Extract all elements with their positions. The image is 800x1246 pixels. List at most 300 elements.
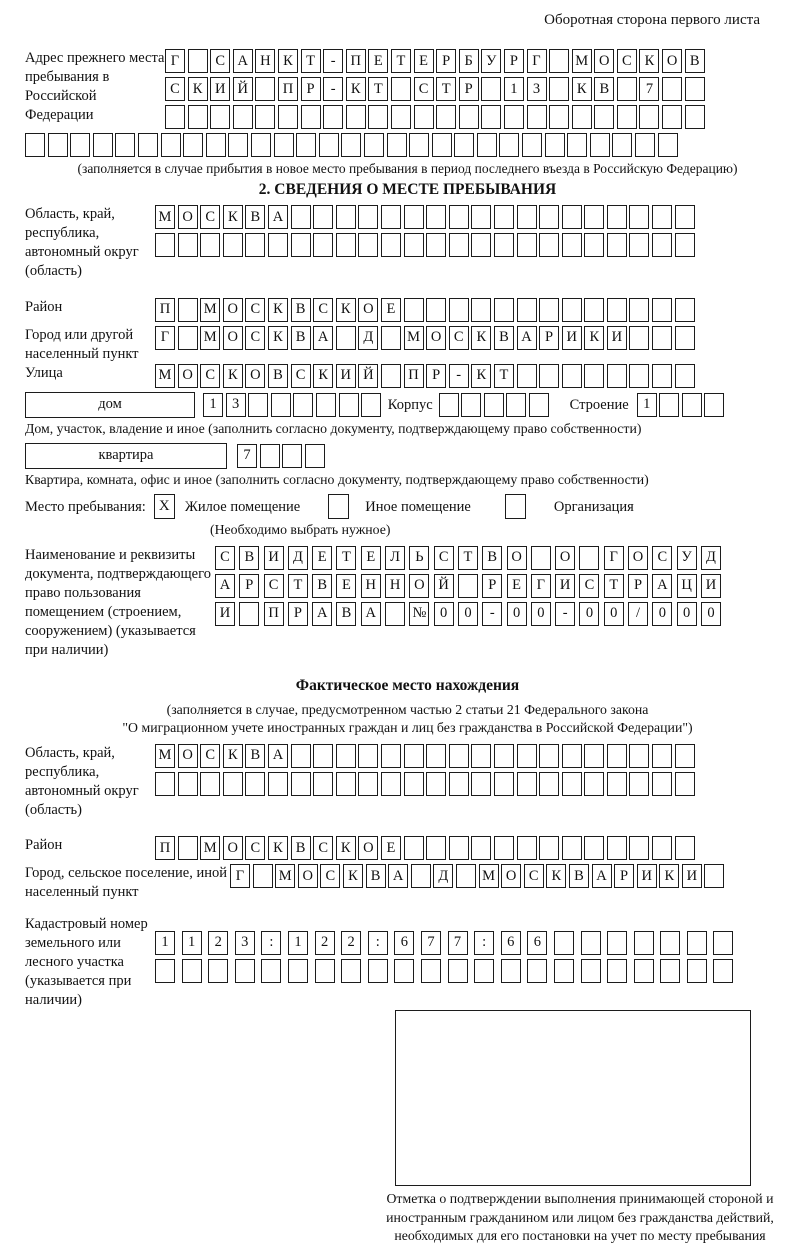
char-cell[interactable] [336, 205, 356, 229]
char-cell[interactable]: В [366, 864, 386, 888]
char-cell[interactable] [579, 546, 599, 570]
char-cell[interactable]: Е [381, 298, 401, 322]
char-cell[interactable]: В [291, 298, 311, 322]
char-cell[interactable]: Т [301, 49, 321, 73]
char-cell[interactable]: А [233, 49, 253, 73]
char-cell[interactable]: Й [233, 77, 253, 101]
char-cell[interactable]: А [652, 574, 672, 598]
char-cell[interactable]: О [507, 546, 527, 570]
char-cell[interactable] [404, 836, 424, 860]
char-cell[interactable] [305, 444, 325, 468]
char-cell[interactable]: В [245, 744, 265, 768]
char-cell[interactable]: 7 [237, 444, 257, 468]
char-cell[interactable]: Г [155, 326, 175, 350]
char-cell[interactable]: 6 [501, 931, 521, 955]
char-cell[interactable]: О [178, 364, 198, 388]
char-cell[interactable]: О [594, 49, 614, 73]
char-cell[interactable] [607, 931, 627, 955]
char-cell[interactable] [562, 233, 582, 257]
char-cell[interactable] [25, 133, 45, 157]
char-cell[interactable]: О [223, 836, 243, 860]
char-cell[interactable] [346, 105, 366, 129]
char-cell[interactable]: 1 [288, 931, 308, 955]
char-cell[interactable]: - [449, 364, 469, 388]
char-cell[interactable] [368, 105, 388, 129]
char-cell[interactable] [562, 298, 582, 322]
char-cell[interactable]: А [268, 744, 288, 768]
char-cell[interactable] [414, 105, 434, 129]
char-cell[interactable] [629, 205, 649, 229]
char-cell[interactable]: В [594, 77, 614, 101]
char-cell[interactable]: 3 [235, 931, 255, 955]
char-cell[interactable]: М [155, 364, 175, 388]
char-cell[interactable]: К [313, 364, 333, 388]
char-cell[interactable] [48, 133, 68, 157]
char-cell[interactable] [675, 744, 695, 768]
char-cell[interactable] [206, 133, 226, 157]
char-cell[interactable] [659, 393, 679, 417]
char-cell[interactable] [675, 772, 695, 796]
char-cell[interactable] [381, 205, 401, 229]
char-cell[interactable]: Е [361, 546, 381, 570]
char-cell[interactable] [471, 205, 491, 229]
char-cell[interactable] [662, 77, 682, 101]
char-cell[interactable] [421, 959, 441, 983]
char-cell[interactable] [634, 959, 654, 983]
char-cell[interactable] [584, 364, 604, 388]
char-cell[interactable]: О [298, 864, 318, 888]
char-cell[interactable]: 1 [155, 931, 175, 955]
char-cell[interactable]: С [320, 864, 340, 888]
char-cell[interactable]: О [501, 864, 521, 888]
char-cell[interactable] [584, 298, 604, 322]
char-cell[interactable] [607, 836, 627, 860]
char-cell[interactable]: С [313, 298, 333, 322]
char-cell[interactable] [200, 772, 220, 796]
char-cell[interactable] [501, 959, 521, 983]
char-cell[interactable] [449, 298, 469, 322]
char-cell[interactable] [562, 772, 582, 796]
char-cell[interactable] [652, 364, 672, 388]
char-cell[interactable]: 2 [341, 931, 361, 955]
char-cell[interactable]: Р [301, 77, 321, 101]
char-cell[interactable] [459, 105, 479, 129]
char-cell[interactable] [652, 326, 672, 350]
char-cell[interactable] [448, 959, 468, 983]
char-cell[interactable] [554, 931, 574, 955]
char-cell[interactable]: П [404, 364, 424, 388]
char-cell[interactable]: Т [368, 77, 388, 101]
char-cell[interactable] [336, 744, 356, 768]
char-cell[interactable] [358, 744, 378, 768]
char-cell[interactable]: О [409, 574, 429, 598]
char-cell[interactable]: В [245, 205, 265, 229]
char-cell[interactable] [660, 931, 680, 955]
char-cell[interactable]: - [323, 77, 343, 101]
char-cell[interactable] [404, 772, 424, 796]
char-cell[interactable] [517, 772, 537, 796]
char-cell[interactable]: В [268, 364, 288, 388]
char-cell[interactable] [517, 364, 537, 388]
char-cell[interactable] [239, 602, 259, 626]
char-cell[interactable] [584, 772, 604, 796]
char-cell[interactable] [391, 105, 411, 129]
char-cell[interactable]: Ь [409, 546, 429, 570]
char-cell[interactable] [260, 444, 280, 468]
char-cell[interactable] [155, 233, 175, 257]
char-cell[interactable] [381, 326, 401, 350]
char-cell[interactable]: 1 [182, 931, 202, 955]
char-cell[interactable]: Г [165, 49, 185, 73]
char-cell[interactable]: Р [239, 574, 259, 598]
char-cell[interactable] [223, 772, 243, 796]
char-cell[interactable] [381, 744, 401, 768]
char-cell[interactable] [251, 133, 271, 157]
char-cell[interactable] [313, 744, 333, 768]
char-cell[interactable]: Д [701, 546, 721, 570]
char-cell[interactable] [517, 233, 537, 257]
char-cell[interactable]: Т [391, 49, 411, 73]
char-cell[interactable]: 0 [701, 602, 721, 626]
char-cell[interactable] [554, 959, 574, 983]
char-cell[interactable] [178, 233, 198, 257]
char-cell[interactable] [660, 959, 680, 983]
char-cell[interactable] [617, 77, 637, 101]
char-cell[interactable] [594, 105, 614, 129]
char-cell[interactable]: К [546, 864, 566, 888]
char-cell[interactable]: Е [312, 546, 332, 570]
char-cell[interactable]: А [361, 602, 381, 626]
char-cell[interactable] [394, 959, 414, 983]
char-cell[interactable] [439, 393, 459, 417]
char-cell[interactable] [562, 836, 582, 860]
char-cell[interactable]: 0 [458, 602, 478, 626]
char-cell[interactable] [504, 105, 524, 129]
char-cell[interactable]: 0 [434, 602, 454, 626]
char-cell[interactable]: С [414, 77, 434, 101]
char-cell[interactable] [223, 233, 243, 257]
char-cell[interactable] [426, 298, 446, 322]
char-cell[interactable] [282, 444, 302, 468]
char-cell[interactable] [291, 772, 311, 796]
char-cell[interactable] [549, 49, 569, 73]
char-cell[interactable]: Е [368, 49, 388, 73]
char-cell[interactable]: 1 [504, 77, 524, 101]
char-cell[interactable] [409, 133, 429, 157]
checkbox-other-premises[interactable] [328, 494, 349, 519]
char-cell[interactable]: К [572, 77, 592, 101]
char-cell[interactable]: С [264, 574, 284, 598]
char-cell[interactable] [682, 393, 702, 417]
char-cell[interactable] [584, 836, 604, 860]
char-cell[interactable] [494, 772, 514, 796]
char-cell[interactable] [454, 133, 474, 157]
char-cell[interactable] [471, 744, 491, 768]
char-cell[interactable]: В [291, 326, 311, 350]
char-cell[interactable]: Е [381, 836, 401, 860]
char-cell[interactable]: 0 [604, 602, 624, 626]
char-cell[interactable] [245, 772, 265, 796]
char-cell[interactable] [313, 205, 333, 229]
char-cell[interactable] [471, 298, 491, 322]
char-cell[interactable]: А [388, 864, 408, 888]
char-cell[interactable]: М [572, 49, 592, 73]
char-cell[interactable]: Б [459, 49, 479, 73]
char-cell[interactable]: Н [255, 49, 275, 73]
char-cell[interactable] [296, 133, 316, 157]
char-cell[interactable]: 7 [421, 931, 441, 955]
char-cell[interactable]: В [312, 574, 332, 598]
char-cell[interactable]: С [215, 546, 235, 570]
char-cell[interactable] [301, 105, 321, 129]
char-cell[interactable] [268, 233, 288, 257]
char-cell[interactable] [404, 298, 424, 322]
char-cell[interactable] [675, 836, 695, 860]
char-cell[interactable] [675, 205, 695, 229]
char-cell[interactable]: - [555, 602, 575, 626]
char-cell[interactable] [617, 105, 637, 129]
char-cell[interactable]: О [555, 546, 575, 570]
checkbox-residential[interactable]: X [154, 494, 175, 519]
char-cell[interactable]: А [313, 326, 333, 350]
char-cell[interactable] [517, 298, 537, 322]
char-cell[interactable]: П [155, 298, 175, 322]
char-cell[interactable]: О [628, 546, 648, 570]
char-cell[interactable]: О [662, 49, 682, 73]
char-cell[interactable] [385, 602, 405, 626]
char-cell[interactable]: - [323, 49, 343, 73]
char-cell[interactable]: Г [527, 49, 547, 73]
char-cell[interactable]: П [346, 49, 366, 73]
char-cell[interactable] [358, 233, 378, 257]
char-cell[interactable] [315, 959, 335, 983]
char-cell[interactable] [474, 959, 494, 983]
char-cell[interactable] [607, 298, 627, 322]
char-cell[interactable]: О [223, 298, 243, 322]
char-cell[interactable] [527, 959, 547, 983]
char-cell[interactable]: В [685, 49, 705, 73]
char-cell[interactable] [178, 772, 198, 796]
char-cell[interactable]: 7 [448, 931, 468, 955]
char-cell[interactable] [549, 77, 569, 101]
char-cell[interactable]: С [291, 364, 311, 388]
char-cell[interactable] [477, 133, 497, 157]
char-cell[interactable]: И [637, 864, 657, 888]
char-cell[interactable]: М [200, 326, 220, 350]
char-cell[interactable] [517, 744, 537, 768]
char-cell[interactable] [426, 205, 446, 229]
char-cell[interactable] [341, 133, 361, 157]
char-cell[interactable]: Т [458, 546, 478, 570]
char-cell[interactable] [629, 836, 649, 860]
char-cell[interactable] [155, 772, 175, 796]
char-cell[interactable]: С [449, 326, 469, 350]
char-cell[interactable] [248, 393, 268, 417]
char-cell[interactable] [658, 133, 678, 157]
char-cell[interactable] [115, 133, 135, 157]
char-cell[interactable] [629, 772, 649, 796]
char-cell[interactable] [517, 205, 537, 229]
char-cell[interactable]: И [682, 864, 702, 888]
char-cell[interactable]: М [155, 744, 175, 768]
char-cell[interactable] [245, 233, 265, 257]
char-cell[interactable]: Т [494, 364, 514, 388]
char-cell[interactable]: К [278, 49, 298, 73]
char-cell[interactable]: Р [539, 326, 559, 350]
char-cell[interactable] [652, 205, 672, 229]
char-cell[interactable]: М [155, 205, 175, 229]
char-cell[interactable]: А [312, 602, 332, 626]
char-cell[interactable] [685, 105, 705, 129]
char-cell[interactable] [323, 105, 343, 129]
char-cell[interactable] [506, 393, 526, 417]
char-cell[interactable] [449, 205, 469, 229]
char-cell[interactable]: : [261, 931, 281, 955]
char-cell[interactable]: К [188, 77, 208, 101]
char-cell[interactable] [581, 959, 601, 983]
char-cell[interactable] [639, 105, 659, 129]
char-cell[interactable] [178, 326, 198, 350]
char-cell[interactable] [235, 959, 255, 983]
char-cell[interactable] [268, 772, 288, 796]
char-cell[interactable]: Н [385, 574, 405, 598]
char-cell[interactable]: 3 [226, 393, 246, 417]
char-cell[interactable] [607, 233, 627, 257]
char-cell[interactable]: 1 [203, 393, 223, 417]
char-cell[interactable] [494, 298, 514, 322]
char-cell[interactable]: О [223, 326, 243, 350]
char-cell[interactable] [494, 836, 514, 860]
char-cell[interactable] [291, 744, 311, 768]
char-cell[interactable] [391, 77, 411, 101]
char-cell[interactable]: К [471, 364, 491, 388]
char-cell[interactable]: Н [361, 574, 381, 598]
char-cell[interactable] [200, 233, 220, 257]
char-cell[interactable]: С [617, 49, 637, 73]
char-cell[interactable] [629, 233, 649, 257]
char-cell[interactable] [233, 105, 253, 129]
char-cell[interactable]: С [200, 205, 220, 229]
char-cell[interactable]: Р [628, 574, 648, 598]
char-cell[interactable] [316, 393, 336, 417]
char-cell[interactable] [584, 744, 604, 768]
char-cell[interactable] [178, 836, 198, 860]
char-cell[interactable]: К [659, 864, 679, 888]
char-cell[interactable]: / [628, 602, 648, 626]
char-cell[interactable] [607, 772, 627, 796]
char-cell[interactable] [188, 49, 208, 73]
char-cell[interactable]: Т [604, 574, 624, 598]
char-cell[interactable]: О [178, 205, 198, 229]
char-cell[interactable]: К [268, 836, 288, 860]
char-cell[interactable] [341, 959, 361, 983]
char-cell[interactable]: 0 [531, 602, 551, 626]
char-cell[interactable]: Л [385, 546, 405, 570]
char-cell[interactable] [481, 77, 501, 101]
char-cell[interactable]: 0 [652, 602, 672, 626]
char-cell[interactable]: 2 [208, 931, 228, 955]
char-cell[interactable] [675, 326, 695, 350]
char-cell[interactable]: М [200, 298, 220, 322]
char-cell[interactable]: Г [531, 574, 551, 598]
char-cell[interactable] [426, 772, 446, 796]
char-cell[interactable]: Т [436, 77, 456, 101]
char-cell[interactable] [522, 133, 542, 157]
char-cell[interactable] [449, 744, 469, 768]
char-cell[interactable] [567, 133, 587, 157]
char-cell[interactable] [517, 836, 537, 860]
char-cell[interactable]: Д [358, 326, 378, 350]
char-cell[interactable] [471, 233, 491, 257]
char-cell[interactable]: С [245, 326, 265, 350]
char-cell[interactable]: И [264, 546, 284, 570]
char-cell[interactable]: И [607, 326, 627, 350]
char-cell[interactable] [635, 133, 655, 157]
char-cell[interactable] [336, 326, 356, 350]
char-cell[interactable] [210, 105, 230, 129]
char-cell[interactable]: М [479, 864, 499, 888]
char-cell[interactable] [539, 233, 559, 257]
char-cell[interactable]: С [524, 864, 544, 888]
char-cell[interactable]: А [268, 205, 288, 229]
char-cell[interactable] [545, 133, 565, 157]
char-cell[interactable] [291, 233, 311, 257]
char-cell[interactable]: - [482, 602, 502, 626]
char-cell[interactable] [572, 105, 592, 129]
char-cell[interactable]: О [358, 298, 378, 322]
char-cell[interactable]: Р [459, 77, 479, 101]
char-cell[interactable]: 6 [394, 931, 414, 955]
char-cell[interactable]: 6 [527, 931, 547, 955]
char-cell[interactable] [629, 326, 649, 350]
char-cell[interactable] [531, 546, 551, 570]
char-cell[interactable] [404, 205, 424, 229]
char-cell[interactable]: А [215, 574, 235, 598]
char-cell[interactable] [449, 836, 469, 860]
char-cell[interactable]: С [434, 546, 454, 570]
char-cell[interactable]: К [223, 205, 243, 229]
char-cell[interactable]: 0 [579, 602, 599, 626]
char-cell[interactable] [155, 959, 175, 983]
char-cell[interactable]: : [474, 931, 494, 955]
char-cell[interactable]: С [245, 836, 265, 860]
char-cell[interactable] [93, 133, 113, 157]
char-cell[interactable] [494, 744, 514, 768]
char-cell[interactable] [634, 931, 654, 955]
char-cell[interactable]: К [346, 77, 366, 101]
char-cell[interactable] [288, 959, 308, 983]
char-cell[interactable] [404, 233, 424, 257]
char-cell[interactable]: Р [482, 574, 502, 598]
char-cell[interactable] [607, 205, 627, 229]
char-cell[interactable] [499, 133, 519, 157]
char-cell[interactable]: У [481, 49, 501, 73]
char-cell[interactable]: В [494, 326, 514, 350]
char-cell[interactable]: Р [426, 364, 446, 388]
char-cell[interactable] [549, 105, 569, 129]
char-cell[interactable] [293, 393, 313, 417]
char-cell[interactable] [411, 864, 431, 888]
char-cell[interactable]: К [268, 326, 288, 350]
char-cell[interactable]: Г [604, 546, 624, 570]
char-cell[interactable]: 0 [677, 602, 697, 626]
char-cell[interactable]: № [409, 602, 429, 626]
char-cell[interactable] [471, 836, 491, 860]
char-cell[interactable]: С [200, 744, 220, 768]
char-cell[interactable] [255, 105, 275, 129]
char-cell[interactable]: Д [433, 864, 453, 888]
char-cell[interactable]: 1 [637, 393, 657, 417]
